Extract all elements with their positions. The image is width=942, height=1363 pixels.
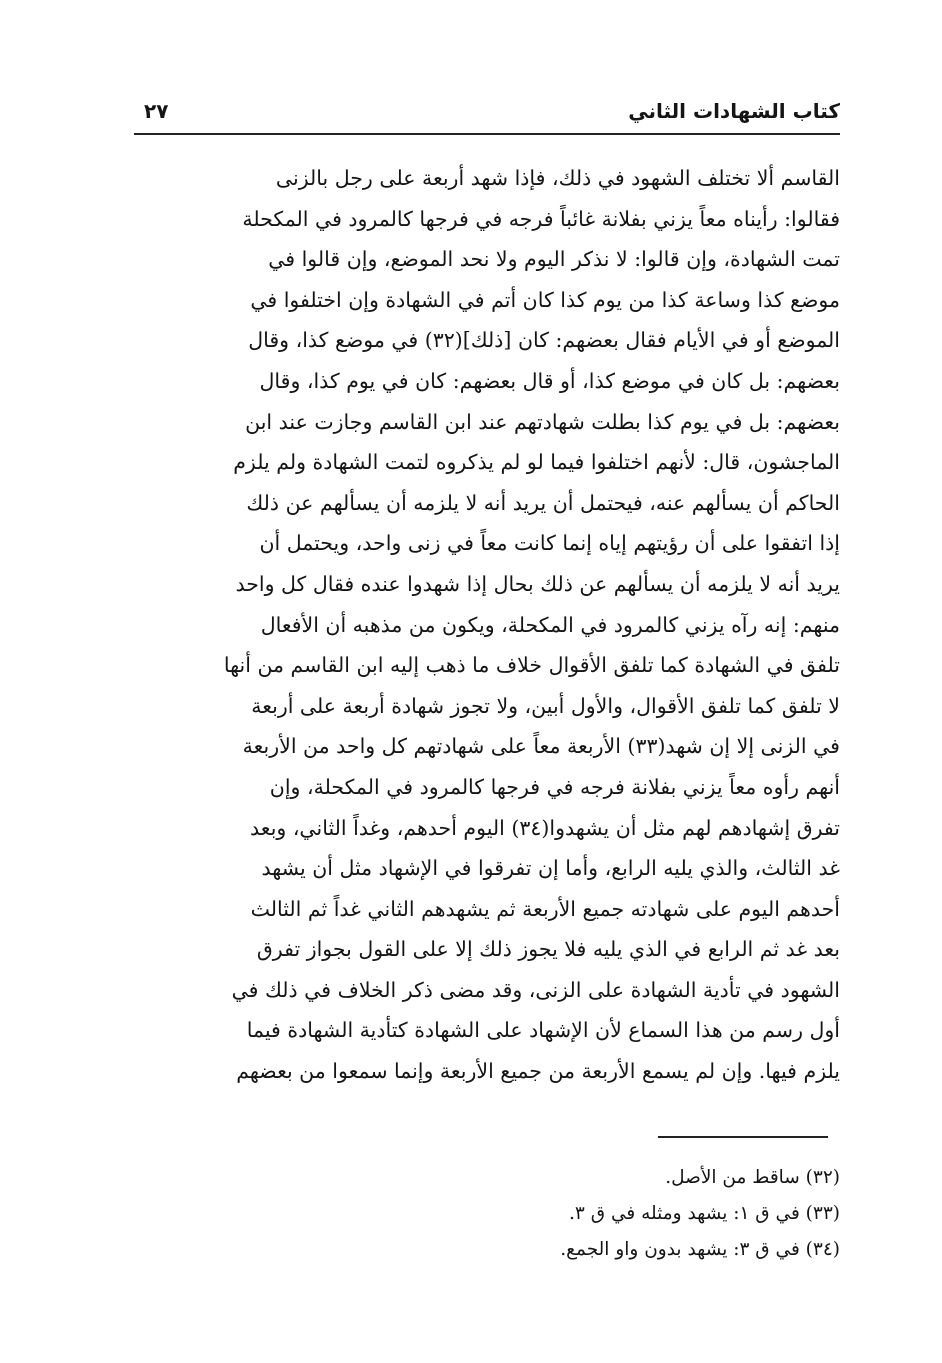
text-line: الماجشون، قال: لأنهم اختلفوا فيما لو لم يذكروه لتمت الشهادة ولم يلزم: [233, 450, 840, 475]
footnote-32: (٣٢) ساقط من الأصل.: [665, 1167, 840, 1188]
footnote-34: (٣٤) في ق ٣: يشهد بدون واو الجمع.: [560, 1239, 840, 1260]
text-line: لا تلفق كما تلفق الأقوال، والأول أبين، ولا تجوز شهادة أربعة على أربعة: [251, 693, 840, 718]
text-line: منهم: إنه رآه يزني كالمرود في المكحلة، ويكون من مذهبه أن الأفعال: [260, 612, 840, 637]
footnotes: [300, 1160, 840, 1268]
text-line: فقالوا: رأيناه معاً يزني بفلانة غائباً فرجه في فرجها كالمرود في المكحلة: [242, 206, 840, 231]
text-line: إذا اتفقوا على أن رؤيتهم إياه إنما كانت معاً في زنى واحد، ويحتمل أن: [259, 531, 840, 556]
text-line: الشهود في تأدية الشهادة على الزنى، وقد مضى ذكر الخلاف في ذلك في: [231, 977, 840, 1002]
text-line: يلزم فيها. وإن لم يسمع الأربعة من جميع الأربعة وإنما سمعوا من بعضهم: [236, 1059, 840, 1084]
text-line: القاسم ألا تختلف الشهود في ذلك، فإذا شهد أربعة على رجل بالزنى: [275, 166, 840, 190]
text-line: تفرق إشهادهم لهم مثل أن يشهدوا(٣٤) اليوم أحدهم، وغداً الثاني، وبعد: [250, 815, 840, 840]
text-line: الحاكم أن يسألهم عنه، فيحتمل أن يريد أنه لا يلزمه أن يسألهم عن ذلك: [246, 490, 840, 515]
text-line: بعضهم: بل كان في موضع كذا، أو قال بعضهم: كان في يوم كذا، وقال: [259, 368, 840, 393]
footnote-33: (٣٣) في ق ١: يشهد ومثله في ق ٣.: [569, 1203, 840, 1224]
body-text: [134, 158, 840, 1092]
text-line: يريد أنه لا يلزمه أن يسألهم عن ذلك بحال إذا شهدوا عنده فقال كل واحد: [235, 571, 840, 596]
header-title: كتاب الشهادات الثاني: [628, 99, 840, 123]
text-line: غد الثالث، والذي يليه الرابع، وأما إن تفرقوا في الإشهاد مثل أن يشهد: [261, 856, 840, 881]
text-line: بعضهم: بل في يوم كذا بطلت شهادتهم عند ابن القاسم وجازت عند ابن: [245, 409, 840, 434]
text-line: بعد غد ثم الرابع في الذي يليه فلا يجوز ذلك إلا على القول بجواز تفرق: [256, 937, 840, 962]
text-line: تمت الشهادة، وإن قالوا: لا نذكر اليوم ولا نحد الموضع، وإن قالوا في: [268, 247, 840, 272]
text-line: في الزنى إلا إن شهد(٣٣) الأربعة معاً على شهادتهم كل واحد من الأربعة: [242, 734, 840, 759]
footnote-rule: [658, 1136, 828, 1138]
running-header: [134, 92, 840, 132]
text-line: أحدهم اليوم على شهادته جميع الأربعة ثم يشهدهم الثاني غداً ثم الثالث: [250, 896, 840, 921]
text-line: أول رسم من هذا السماع لأن الإشهاد على الشهادة كتأدية الشهادة فيما: [246, 1018, 840, 1043]
text-line: موضع كذا وساعة كذا من يوم كذا كان أتم في الشهادة وإن اختلفوا في: [250, 287, 840, 312]
text-line: تلفق في الشهادة كما تلفق الأقوال خلاف ما ذهب إليه ابن القاسم من أنها: [223, 653, 840, 678]
text-line: أنهم رأوه معاً يزني بفلانة فرجه في فرجها كالمرود في المكحلة، وإن: [269, 774, 840, 799]
text-line: الموضع أو في الأيام فقال بعضهم: كان [ذلك](٣٢) في موضع كذا، وقال: [248, 328, 840, 353]
page-number: ٢٧: [144, 99, 169, 123]
header-rule: [134, 133, 840, 135]
